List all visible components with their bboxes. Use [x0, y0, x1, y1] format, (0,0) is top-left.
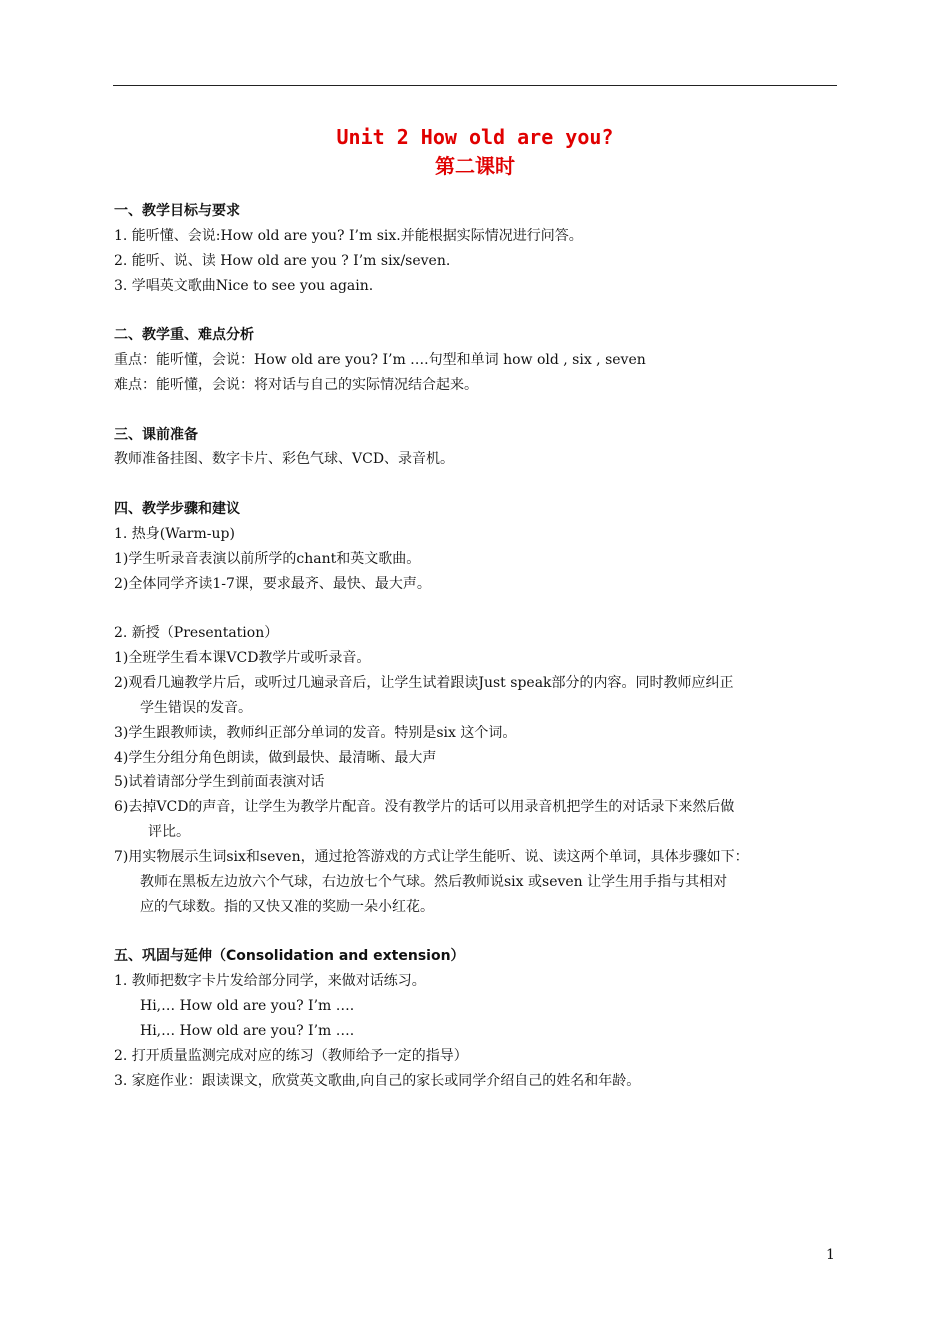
presentation-item-continued: 教师在黑板左边放六个气球，右边放七个气球。然后教师说six 或seven 让学生用手指与其相对	[140, 873, 728, 890]
document-body	[114, 199, 838, 1093]
presentation-item: 4)学生分组分角色朗读，做到最快、最清晰、最大声	[114, 749, 437, 766]
step-label-warmup: 1. 热身(Warm-up)	[114, 525, 235, 542]
goal-item: 2. 能听、说、读 How old are you ? I’m six/seven.	[114, 252, 451, 269]
section-heading-consolidation: 五、巩固与延伸（Consolidation and extension）	[114, 948, 465, 965]
presentation-item-continued: 评比。	[148, 824, 190, 841]
goal-item: 1. 能听懂、会说:How old are you? I’m six.并能根据实际情况进行问答。	[114, 227, 583, 244]
presentation-item-continued: 学生错误的发音。	[140, 699, 252, 716]
page-subtitle: 第二课时	[435, 154, 515, 178]
presentation-item: 5)试着请部分学生到前面表演对话	[114, 774, 325, 791]
key-point-item: 重点：能听懂，会说：How old are you? I’m ….句型和单词 how old , six , seven	[114, 352, 646, 369]
key-point-item: 难点：能听懂，会说：将对话与自己的实际情况结合起来。	[114, 376, 478, 393]
presentation-item: 6)去掉VCD的声音，让学生为教学片配音。没有教学片的话可以用录音机把学生的对话录下来然后做	[114, 799, 735, 816]
consolidation-item: 1. 教师把数字卡片发给部分同学，来做对话练习。	[114, 973, 426, 990]
presentation-item-continued: 应的气球数。指的又快又准的奖励一朵小红花。	[140, 898, 434, 915]
presentation-item: 2)观看几遍教学片后，或听过几遍录音后，让学生试着跟读Just speak部分的内容。同时教师应纠正	[114, 675, 734, 692]
step-label-presentation: 2. 新授（Presentation）	[114, 625, 279, 642]
preparation-item: 教师准备挂图、数字卡片、彩色气球、VCD、录音机。	[114, 451, 455, 468]
header-rule	[113, 85, 837, 86]
page-title: Unit 2 How old are you?	[336, 125, 614, 149]
goal-item: 3. 学唱英文歌曲Nice to see you again.	[114, 277, 374, 294]
dialogue-line: Hi,… How old are you? I’m ….	[140, 1022, 355, 1039]
dialogue-line: Hi,… How old are you? I’m ….	[140, 998, 355, 1014]
warmup-item: 1)学生听录音表演以前所学的chant和英文歌曲。	[114, 550, 421, 567]
warmup-item: 2)全体同学齐读1-7课，要求最齐、最快、最大声。	[114, 575, 431, 592]
presentation-item: 1)全班学生看本课VCD教学片或听录音。	[114, 650, 371, 667]
consolidation-item: 3. 家庭作业：跟读课文，欣赏英文歌曲,向自己的家长或同学介绍自己的姓名和年龄。	[114, 1072, 641, 1089]
section-heading-preparation: 三、课前准备	[114, 426, 198, 443]
presentation-item: 7)用实物展示生词six和seven，通过抢答游戏的方式让学生能听、说、读这两个单词，具体步骤如下：	[114, 848, 749, 865]
consolidation-item: 2. 打开质量监测完成对应的练习（教师给予一定的指导）	[114, 1047, 468, 1064]
section-heading-goals: 一、教学目标与要求	[114, 203, 240, 219]
page-number: 1	[826, 1247, 835, 1263]
section-heading-key-points: 二、教学重、难点分析	[114, 327, 254, 344]
presentation-item: 3)学生跟教师读，教师纠正部分单词的发音。特别是six 这个词。	[114, 724, 517, 741]
section-heading-steps: 四、教学步骤和建议	[114, 501, 240, 518]
